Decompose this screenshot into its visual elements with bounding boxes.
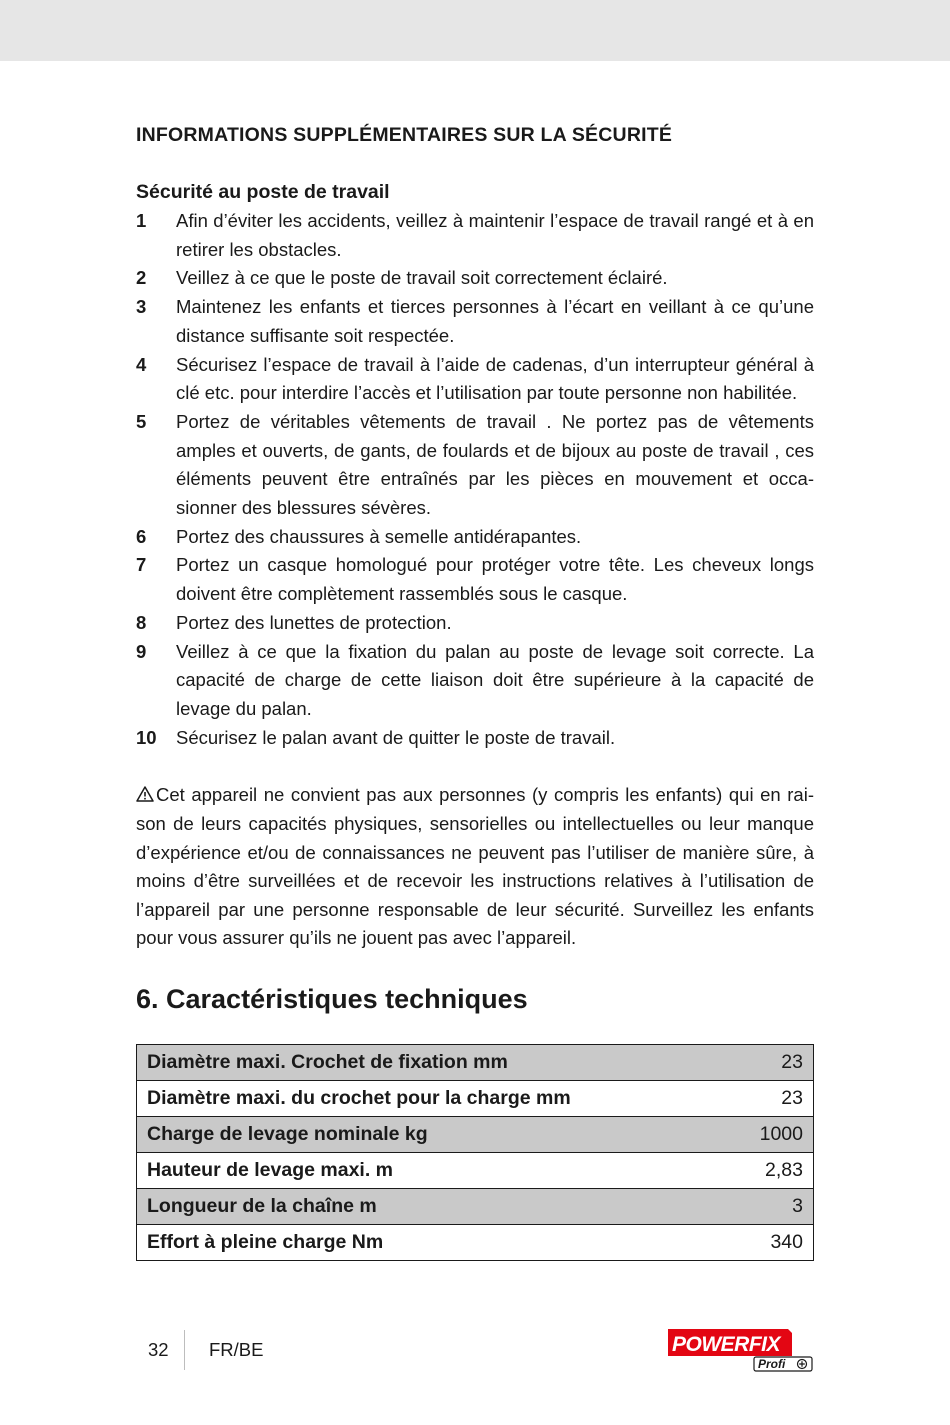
locale-label: FR/BE bbox=[209, 1339, 264, 1360]
step-text: Veillez à ce que la fixation du palan au poste de levage soit correcte. La capacité de charge de cette liaison doit être supérieure à la capacité de levage du palan. bbox=[176, 640, 814, 719]
spec-value: 3 bbox=[703, 1189, 814, 1225]
step-text: Portez des lunettes de protection. bbox=[176, 611, 452, 633]
step-text: Portez des chaussures à semelle antidérapantes. bbox=[176, 525, 582, 547]
spec-value: 2,83 bbox=[703, 1153, 814, 1189]
spec-value: 23 bbox=[703, 1045, 814, 1081]
table-row bbox=[137, 1225, 814, 1261]
table-row bbox=[137, 1189, 814, 1225]
page-number: 32 bbox=[148, 1339, 169, 1360]
step-text: Portez un casque homologué pour protéger votre tête. Les cheveux longs doivent être complètement rassemblés sous le casque. bbox=[176, 554, 814, 605]
powerfix-logo bbox=[668, 1328, 814, 1372]
spec-label: Longueur de la chaîne m bbox=[137, 1189, 704, 1225]
warning-triangle-icon bbox=[136, 781, 156, 810]
spec-label: Diamètre maxi. Crochet de fixation mm bbox=[137, 1045, 704, 1081]
step-number: 7 bbox=[136, 554, 147, 576]
section-heading: INFORMATIONS SUPPLÉMENTAIRES SUR LA SÉCURITÉ bbox=[136, 124, 673, 146]
spec-label: Hauteur de levage maxi. m bbox=[137, 1153, 704, 1189]
list-item bbox=[136, 264, 814, 293]
top-band bbox=[0, 0, 950, 61]
footer-divider bbox=[184, 1330, 185, 1370]
page-footer bbox=[148, 1330, 263, 1370]
spec-value: 1000 bbox=[703, 1117, 814, 1153]
svg-text:Profi: Profi bbox=[758, 1357, 786, 1371]
step-text: Portez de véritables vêtements de travail . Ne portez pas de vêtements amples et ouverts, de gants, de foulards et de bijoux au poste de travail , ces éléments peuvent être entraînés par les pièces en mouvement et occa-sionner des blessures sévères. bbox=[176, 410, 814, 519]
list-item bbox=[136, 408, 814, 523]
step-number: 5 bbox=[136, 410, 147, 432]
spec-value: 340 bbox=[703, 1225, 814, 1261]
step-text: Sécurisez l’espace de travail à l’aide de cadenas, d’un interrupteur général à clé etc. pour interdire l’accès et l’utilisation par toute personne non habilitée. bbox=[176, 353, 814, 404]
step-number: 6 bbox=[136, 525, 147, 547]
table-row bbox=[137, 1117, 814, 1153]
step-number: 9 bbox=[136, 640, 147, 662]
spec-value: 23 bbox=[703, 1081, 814, 1117]
list-item bbox=[136, 609, 814, 638]
step-text: Sécurisez le palan avant de quitter le poste de travail. bbox=[176, 726, 616, 748]
technical-specs-table bbox=[136, 1044, 814, 1261]
list-item bbox=[136, 293, 814, 350]
list-item bbox=[136, 523, 814, 552]
step-number: 8 bbox=[136, 611, 147, 633]
step-number: 2 bbox=[136, 267, 147, 289]
step-number: 1 bbox=[136, 210, 147, 231]
step-number: 10 bbox=[136, 726, 157, 748]
spec-label: Effort à pleine charge Nm bbox=[137, 1225, 704, 1261]
step-text: Maintenez les enfants et tierces personnes à l’écart en veillant à ce qu’une distance suffisante soit respectée. bbox=[176, 296, 814, 346]
spec-label: Charge de levage nominale kg bbox=[137, 1117, 704, 1153]
list-item bbox=[136, 638, 814, 724]
warning-text: Cet appareil ne convient pas aux personnes (y compris les enfants) qui en rai-son de leurs capacités physiques, sensorielles ou intellectuelles ou leur manque d’expérience et/ou de connaissances ne peuvent pas l’utiliser de manière sûre, à moins d’être surveillées et de recevoir les instructions relatives à l’utilisation de l’appareil par une personne responsable de leur sécurité. Surveillez les enfants pour vous assurer qu’ils ne jouent pas avec l’appareil. bbox=[136, 784, 814, 949]
table-row bbox=[137, 1081, 814, 1117]
step-number: 4 bbox=[136, 353, 147, 375]
warning-notice bbox=[136, 781, 814, 953]
step-text: Afin d’éviter les accidents, veillez à maintenir l’espace de travail rangé et à en retirer les obstacles. bbox=[176, 210, 814, 260]
table-row bbox=[137, 1045, 814, 1081]
step-text: Veillez à ce que le poste de travail soit correctement éclairé. bbox=[176, 267, 668, 289]
chapter-title: 6. Caractéristiques techniques bbox=[136, 983, 528, 1014]
step-number: 3 bbox=[136, 296, 147, 318]
list-item bbox=[136, 551, 814, 608]
list-item bbox=[136, 207, 814, 264]
spec-label: Diamètre maxi. du crochet pour la charge mm bbox=[137, 1081, 704, 1117]
list-item bbox=[136, 724, 814, 753]
table-row bbox=[137, 1153, 814, 1189]
svg-text:POWERFIX: POWERFIX bbox=[672, 1333, 781, 1356]
subheading-workplace-safety: Sécurité au poste de travail bbox=[136, 181, 390, 203]
list-item bbox=[136, 351, 814, 408]
page-content bbox=[136, 120, 814, 1019]
safety-steps-list bbox=[136, 207, 814, 752]
